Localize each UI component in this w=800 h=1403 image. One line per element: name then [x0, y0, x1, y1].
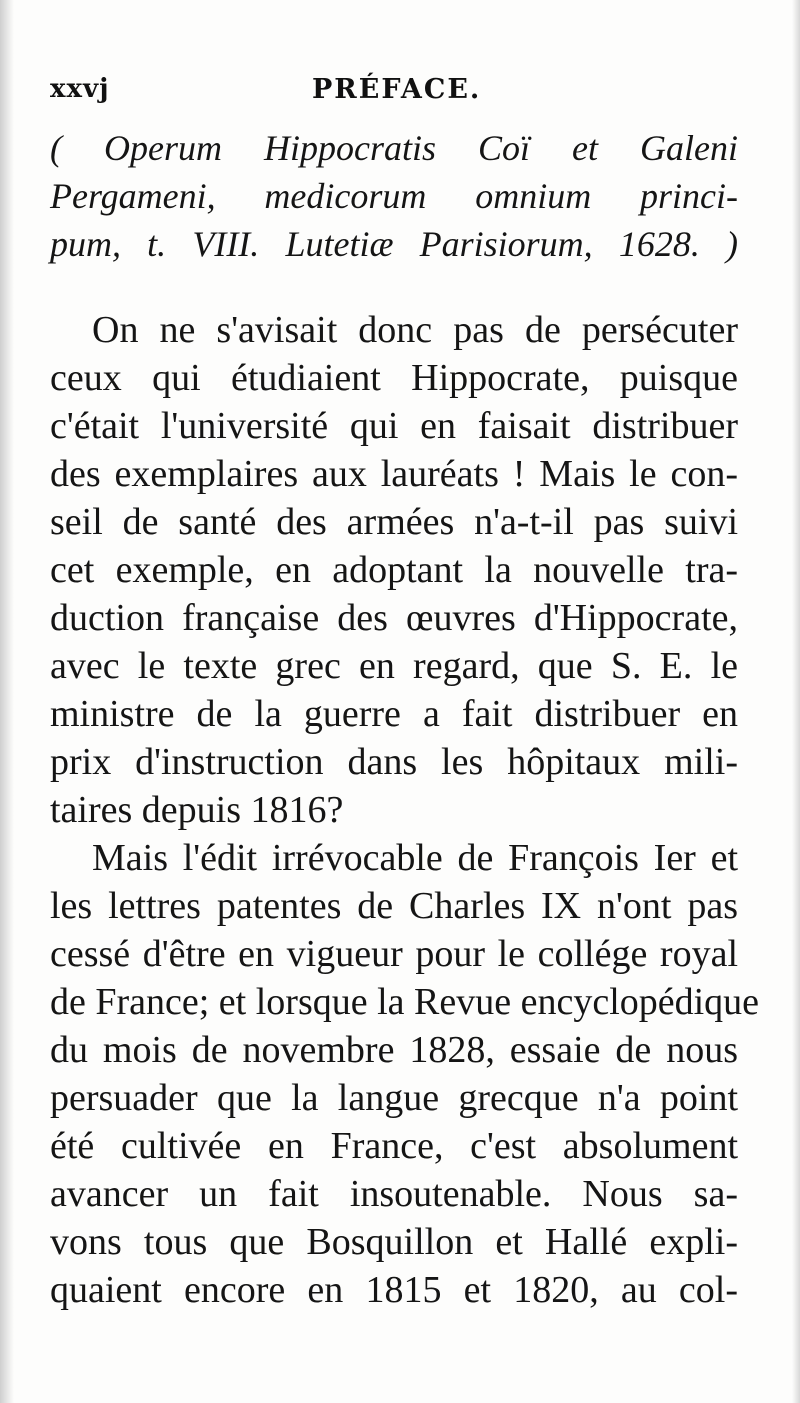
- text-line: des exemplaires aux lauréats ! Mais le con-: [50, 453, 738, 495]
- text-line: duction française des œuvres d'Hippocrate,: [50, 597, 738, 639]
- text-line: persuader que la langue grecque n'a point: [50, 1077, 738, 1119]
- text-line: du mois de novembre 1828, essaie de nous: [50, 1029, 738, 1071]
- citation-line: Pergameni, medicorum omnium princi-: [50, 176, 738, 216]
- text-line: vons tous que Bosquillon et Hallé expli-: [50, 1221, 738, 1263]
- paragraph-1: [50, 306, 738, 834]
- running-title: PRÉFACE.: [312, 74, 482, 105]
- text-line: seil de santé des armées n'a-t-il pas suivi: [50, 501, 738, 543]
- page-number: xxvj: [50, 74, 110, 104]
- text-line: quaient encore en 1815 et 1820, au col-: [50, 1269, 738, 1311]
- running-header: [50, 74, 740, 114]
- text-line: avec le texte grec en regard, que S. E. le: [50, 645, 738, 687]
- text-line: les lettres patentes de Charles IX n'ont pas: [50, 885, 738, 927]
- text-line: Mais l'édit irrévocable de François Ier et: [92, 837, 738, 879]
- text-line: ministre de la guerre a fait distribuer en: [50, 693, 738, 735]
- page-edge-right: [792, 0, 800, 1403]
- text-line: cessé d'être en vigueur pour le collége royal: [50, 933, 738, 975]
- text-line: de France; et lorsque la Revue encyclopédique: [50, 981, 760, 1023]
- text-line: avancer un fait insoutenable. Nous sa-: [50, 1173, 738, 1215]
- text-line: cet exemple, en adoptant la nouvelle tra-: [50, 549, 738, 591]
- citation-line: ( Operum Hippocratis Coï et Galeni: [50, 128, 738, 168]
- text-line: c'était l'université qui en faisait distribuer: [50, 405, 738, 447]
- latin-citation: [50, 124, 738, 268]
- text-line: été cultivée en France, c'est absolument: [50, 1125, 738, 1167]
- binding-shadow-left: [0, 0, 14, 1403]
- paragraph-2: [50, 834, 760, 1314]
- citation-line: pum, t. VIII. Lutetiæ Parisiorum, 1628. ): [50, 224, 738, 264]
- text-line: taires depuis 1816?: [50, 789, 344, 831]
- text-line: ceux qui étudiaient Hippocrate, puisque: [50, 357, 738, 399]
- text-line: On ne s'avisait donc pas de persécuter: [92, 309, 738, 351]
- text-line: prix d'instruction dans les hôpitaux mili-: [50, 741, 738, 783]
